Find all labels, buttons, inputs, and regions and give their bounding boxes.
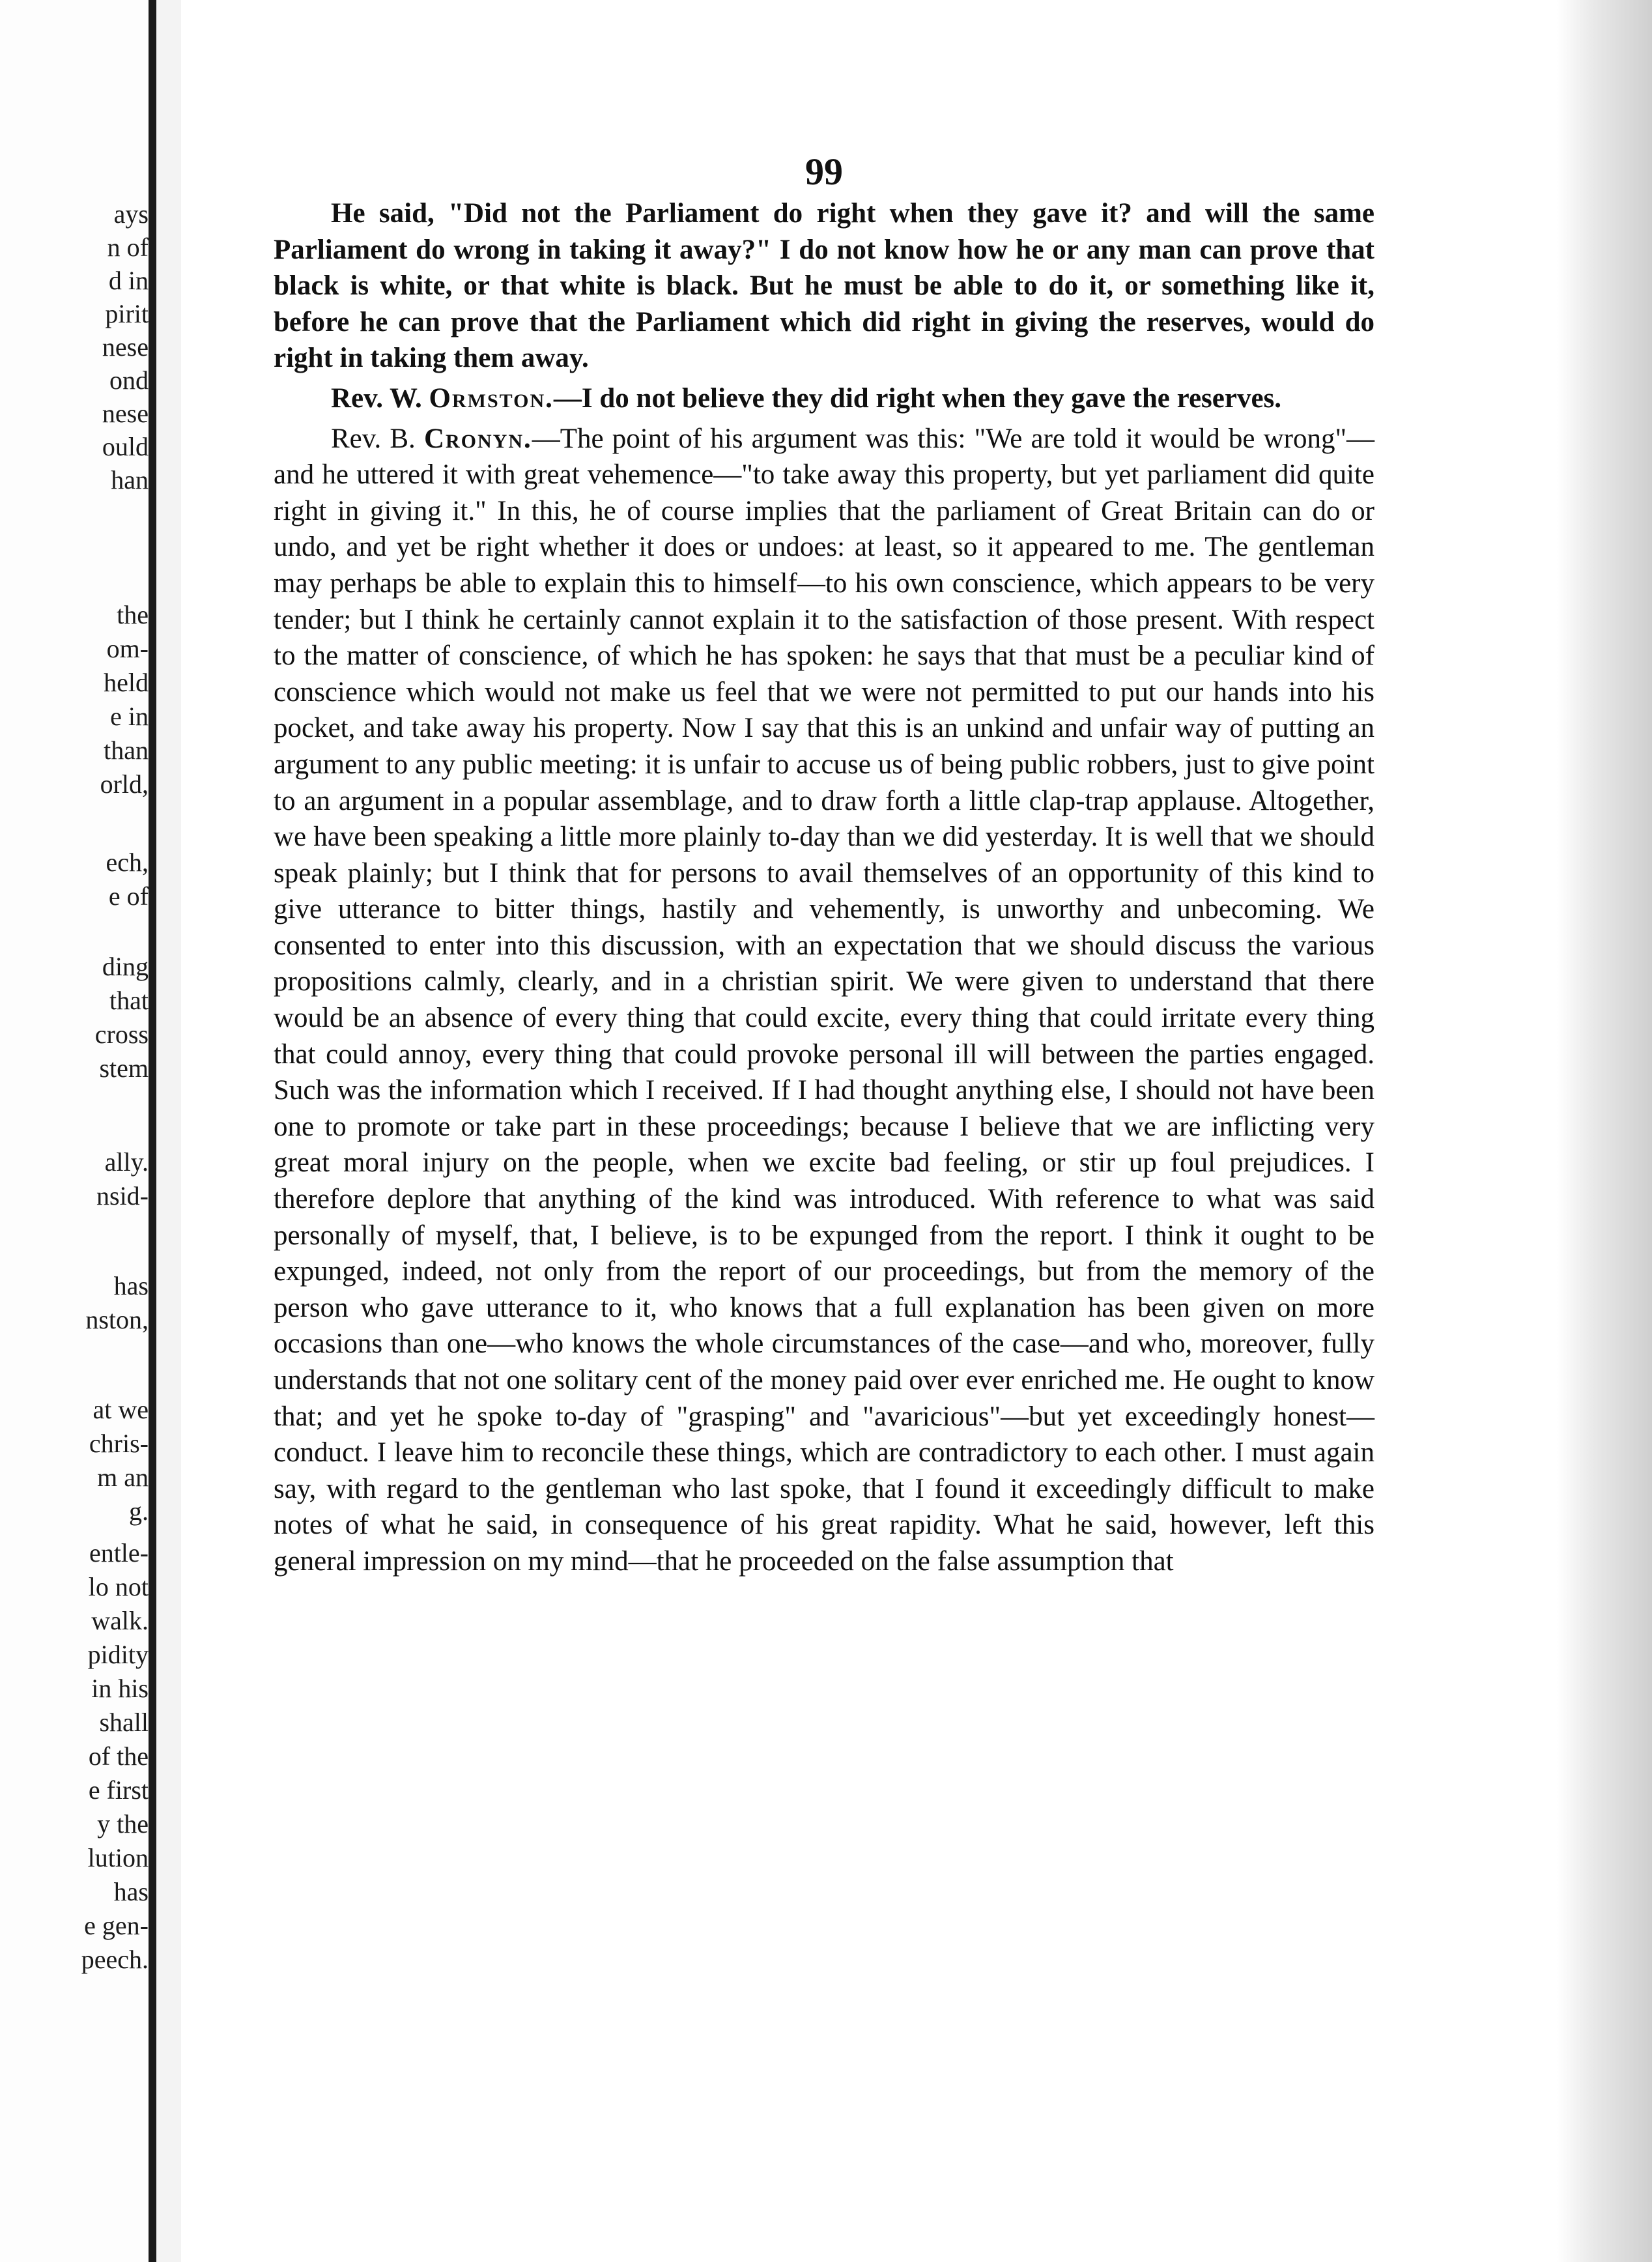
left-page-fragment: ech, — [106, 848, 149, 877]
paragraph-2 — [274, 380, 1374, 417]
left-page-fragment: nsid- — [96, 1181, 149, 1210]
left-page-fragment: nese — [102, 332, 149, 362]
left-page-fragment: g. — [129, 1496, 149, 1526]
left-page-edge — [0, 0, 150, 2262]
left-page-fragment: om- — [106, 634, 149, 663]
left-page-fragment: e first — [88, 1775, 149, 1805]
page-gutter — [156, 0, 181, 2262]
left-page-fragment: than — [104, 736, 149, 765]
left-page-fragment: m an — [97, 1463, 149, 1492]
left-page-fragment: nese — [102, 399, 149, 428]
speaker-name: Ormston. — [429, 382, 554, 414]
left-page-fragment: in his — [91, 1674, 149, 1703]
left-page-fragment: e in — [110, 702, 149, 731]
left-page-fragment: at we — [93, 1395, 149, 1424]
left-page-fragment: orld, — [100, 769, 149, 799]
left-page-fragment: ding — [102, 952, 149, 981]
left-page-fragment: lution — [87, 1843, 149, 1872]
left-page-fragment: walk. — [91, 1606, 149, 1635]
page-body — [274, 195, 1374, 1584]
left-page-fragment: n of — [107, 233, 149, 262]
left-page-fragment: e of — [108, 881, 149, 911]
left-page-fragment: y the — [97, 1809, 149, 1839]
left-page-fragment: entle- — [89, 1538, 149, 1568]
left-page-fragment: stem — [99, 1053, 149, 1083]
page-number: 99 — [805, 150, 843, 193]
right-page-edge — [1557, 0, 1652, 2262]
paragraph-3 — [274, 421, 1374, 1580]
left-page-fragment: cross — [94, 1020, 149, 1049]
speaker-text: —I do not believe they did right when they gave the reserves. — [553, 382, 1282, 414]
left-page-fragment: han — [111, 465, 149, 494]
speaker-text: —The point of his argument was this: "We are told it would be wrong"—and he uttered it with great vehemence—"to take away this property, but yet parliament did quite right in giving it." In this, he of course implies that the parliament of Great Britain can do or undo, and yet be right whether it does or undoes: at least, so it appeared to me. The gentleman may perhaps be able to explain this to himself—to his own conscience, which appears to be very tender; but I think he certainly cannot explain it to the satisfaction of those present. With respect to the matter of conscience, of which he has spoken: he says that that must be a peculiar kind of conscience which would not make us feel that we were not permitted to put our hands into his pocket, and take away his property. Now I say that this is an unkind and unfair way of putting an argument to any public meeting: it is unfair to accuse us of being public robbers, just to give point to an argument in a popular assemblage, and to draw forth a little clap-trap applause. Altogether, we have been speaking a little more plainly to-day than we did yesterday. It is well that we should speak plainly; but I think that for persons to avail themselves of an opportunity of this kind to give utterance to bitter things, hastily and vehemently, is unworthy and unbecoming. We consented to enter into this discussion, with an expectation that we should discuss the various propositions calmly, clearly, and in a christian spirit. We were given to understand that there would be an absence of every thing that could excite, every thing that could irritate every thing that could annoy, every thing that could provoke personal ill will between the parties engaged. Such was the information which I received. If I had thought anything else, I should not have been one to promote or take part in these proceedings; because I believe that we are inflicting very great moral injury on the people, when we excite bad feeling, or stir up foul prejudices. I therefore deplore that anything of the kind was introduced. With reference to what was said personally of myself, that, I believe, is to be expunged from the report. I think it ought to be expunged, indeed, not only from the report of our proceedings, but from the memory of the person who gave utterance to it, who knows that a full explanation has been given on more occasions than one—who knows the whole circumstances of the case—and who, moreover, fully understands that not one solitary cent of the money paid over ever enriched me. He ought to know that; and yet he spoke to-day of "grasping" and "avaricious"—but yet exceedingly honest—conduct. I leave him to reconcile these things, which are contradictory to each other. I must again say, with regard to the gentleman who last spoke, that I found it exceedingly difficult to make notes of what he said, in consequence of his great rapidity. What he said, however, left this general impression on my mind—that he proceeded on the false assumption that — [274, 423, 1375, 1577]
left-page-fragment: ond — [109, 365, 149, 395]
left-page-fragment: peech. — [81, 1945, 149, 1974]
speaker-title: Rev. W. — [331, 382, 422, 414]
left-page-fragment: d in — [108, 266, 149, 295]
left-page-fragment: ally. — [104, 1147, 149, 1177]
left-page-fragment: e gen- — [84, 1911, 149, 1940]
left-page-fragment: of the — [88, 1741, 149, 1771]
paragraph-1: He said, "Did not the Parliament do right when they gave it? and will the same Parliament do wrong in taking it away?" I do not know how he or any man can prove that black is white, or that white is black. But he must be able to do it, or something like it, before he can prove that the Parliament which did right in giving the reserves, would do right in taking them away. — [274, 198, 1374, 374]
left-page-fragment: ould — [102, 432, 149, 461]
left-page-fragment: has — [113, 1877, 149, 1906]
left-page-fragment: pidity — [87, 1640, 149, 1669]
left-page-fragment: ays — [113, 199, 149, 229]
left-page-fragment: held — [104, 668, 149, 697]
speaker-title: Rev. B. — [331, 423, 416, 454]
left-page-fragment: lo not — [88, 1572, 149, 1601]
left-page-fragment: the — [117, 600, 149, 629]
left-page-fragment: that — [109, 986, 149, 1015]
left-page-fragment: shall — [99, 1708, 149, 1737]
left-page-fragment: pirit — [105, 299, 149, 328]
page-gutter-shadow — [149, 0, 156, 2262]
speaker-name: Cronyn. — [423, 423, 532, 454]
left-page-fragment: chris- — [89, 1429, 149, 1458]
left-page-fragment: has — [113, 1271, 149, 1300]
left-page-fragment: nston, — [85, 1305, 149, 1334]
